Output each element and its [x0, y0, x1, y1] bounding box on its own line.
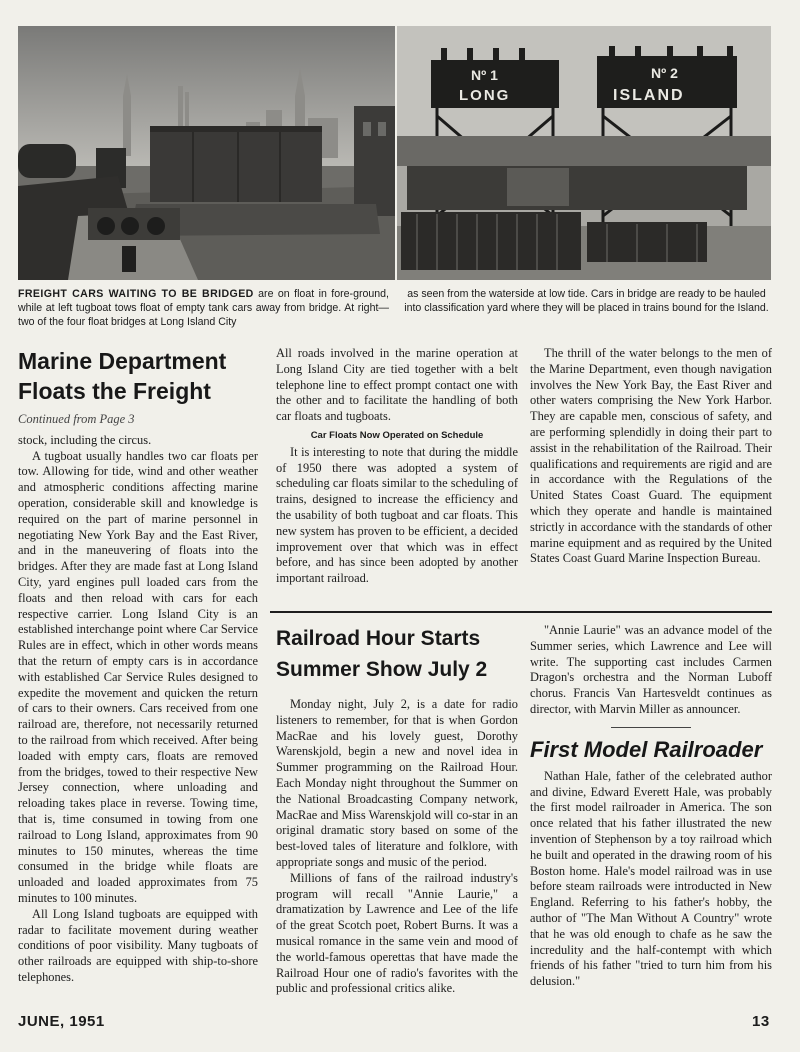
section-divider — [270, 611, 772, 613]
caption-lead: FREIGHT CARS WAITING TO BE BRIDGED — [18, 288, 254, 300]
article2-headline: Railroad Hour Starts Summer Show July 2 — [276, 627, 488, 681]
continued-note: Continued from Page 3 — [18, 412, 135, 426]
photo-freight-float — [18, 26, 395, 280]
article1-paragraph: It is interesting to note that during the middle of 1950 there was adopted a system of scheduling car floats similar to the scheduling of trains, designed to increase the efficiency and the usability of both tugboat and car floats. This new system has proven to be efficient, a decided improvement over that which was in effect before, and has since been adopted by another important railroad. — [276, 444, 518, 586]
article3-paragraph: Nathan Hale, father of the celebrated author and divine, Edward Everett Hale, was probably the first model railroader in America. The son once related that his father illustrated the new invention of Stephenson by a toy railroad which he built and operated in the drawing room of his Boston home. Hale's model railroad was in use before steam railroads were introducted in New England. Referring to his father's hobby, the author of "The Man Without A Country" wrote that he was old enough to chafe as he saw the incredulity and the half-contempt with which friends of his father "tried to turn him from his delusion." — [530, 768, 772, 989]
article2-paragraph: "Annie Laurie" was an advance model of the Summer series, which Lawrence and Lee will write. The supporting cast includes Carmen Dragon's orchestra and the Norman Luboff chorus. Francis Van Hartesveldt continues as director, with Marvin Miller as announcer. — [530, 623, 772, 716]
article2-column — [276, 623, 518, 997]
article1-paragraph: stock, including the circus. — [18, 432, 152, 447]
sign-2-line-2: ISLAND — [613, 87, 685, 104]
short-divider — [611, 727, 691, 728]
article1-subhead: Car Floats Now Operated on Schedule — [310, 429, 484, 441]
sign-2-line-1: Nº 2 — [651, 65, 678, 81]
article1-paragraph: All roads involved in the marine operation at Long Island City are tied together with a belt telephone line to effect prompt contact one with the other and to facilitate the handling of both car floats and tugboats. — [276, 346, 518, 424]
article2-paragraph: Millions of fans of the railroad industry's program will recall "Annie Laurie," a dramatization by Lawrence and Lee of the life of the great Scotch poet, Robert Burns. It was a musical romance in the same vein and mood of the world-famous operettas that have made the Railroad Hour one of radio's favorites with the public and professional critics alike. — [276, 870, 518, 996]
article2-3-column — [530, 623, 772, 990]
photo-caption — [18, 287, 772, 329]
article1-column3 — [530, 346, 772, 567]
article1-paragraph: The thrill of the water belongs to the men of the Marine Department, even though navigation involves the New York Bay, the East River and other waters comprising the New York Harbor. They are capable men, conscious of safety, and are performing splendidly in doing their part to assist in the rehabilitation of the Railroad. Their qualifications and requirements are rigid and are in accordance with the Regulations of the United States Coast Guard. The equipment which they operate and handle is maintained strictly in accordance with the standards of other marine equipment and as required by the United States Coast Guard Marine Inspection Bureau. — [530, 346, 772, 566]
article1-headline: Marine Department Floats the Freight — [18, 348, 227, 404]
article1-paragraph: A tugboat usually handles two car floats per tow. Allowing for tide, wind and other weather and atmospheric conditions affecting marine operation, considerable skill and knowledge is required on the part of marine personnel in negotiating New York Bay and the East River, and in the maneuvering of floats into the bridges. After they are made fast at Long Island City, yard engines pull loaded cars from the floats and then reload with cars for each respective carrier. Long Island City is an established interchange point where Car Service Rules are in effect, which in other words means that the return of empty cars is in accordance with established Car Service Rules designed to expedite the movement and quicken the return of cars to their owners. Cars received from one railroad are, therefore, not necessarily returned to the railroad from which received. After being loaded with empty cars, floats are removed from the bridges, towed to their respective New Jersey connection, where unloading and reloading takes place in reverse. Towing time, that is, time consumed in towing from one railroad to Long Island, approximates from 90 minutes to 150 minutes, whereas the time consumed in the bridge while floats are unloaded and loaded approximates from 75 minutes to 100 minutes. — [18, 448, 258, 905]
photo-float-bridges — [397, 26, 771, 280]
article2-paragraph: Monday night, July 2, is a date for radio listeners to remember, for that is when Gordon MacRae and his lovely guest, Dorothy Warenskjold, begin a new and novel idea in Summer programming on the Railroad Hour. Each Monday night throughout the Summer on the National Broadcasting Company network, MacRae and Miss Warenskjold will co-star in an original dramatic story based on some of the best-loved tales of literature and folklore, with appropriate songs and music of the period. — [276, 697, 518, 869]
article3-headline: First Model Railroader — [530, 736, 763, 762]
sign-1-line-1: Nº 1 — [471, 67, 498, 83]
article1-column1 — [18, 346, 258, 986]
article1-paragraph: All Long Island tugboats are equipped with radar to facilitate movement during weather conditions of poor visibility. Many tugboats of other railroads are equipped with ship-to-shore telephones. — [18, 906, 258, 984]
issue-date: JUNE, 1951 — [18, 1013, 105, 1030]
article1-column2 — [276, 346, 518, 587]
sign-1-line-2: LONG — [459, 87, 511, 104]
caption-left-text: are on float in fore-ground, while at left tugboat tows float of empty tank cars away from bridge. At right—two of the four float bridges at Long Island City — [18, 288, 389, 328]
page-number: 13 — [752, 1013, 770, 1030]
caption-right-text: as seen from the waterside at low tide. Cars in bridge are ready to be hauled into classification yard where they will be placed in trains bound for the Island. — [404, 288, 769, 314]
